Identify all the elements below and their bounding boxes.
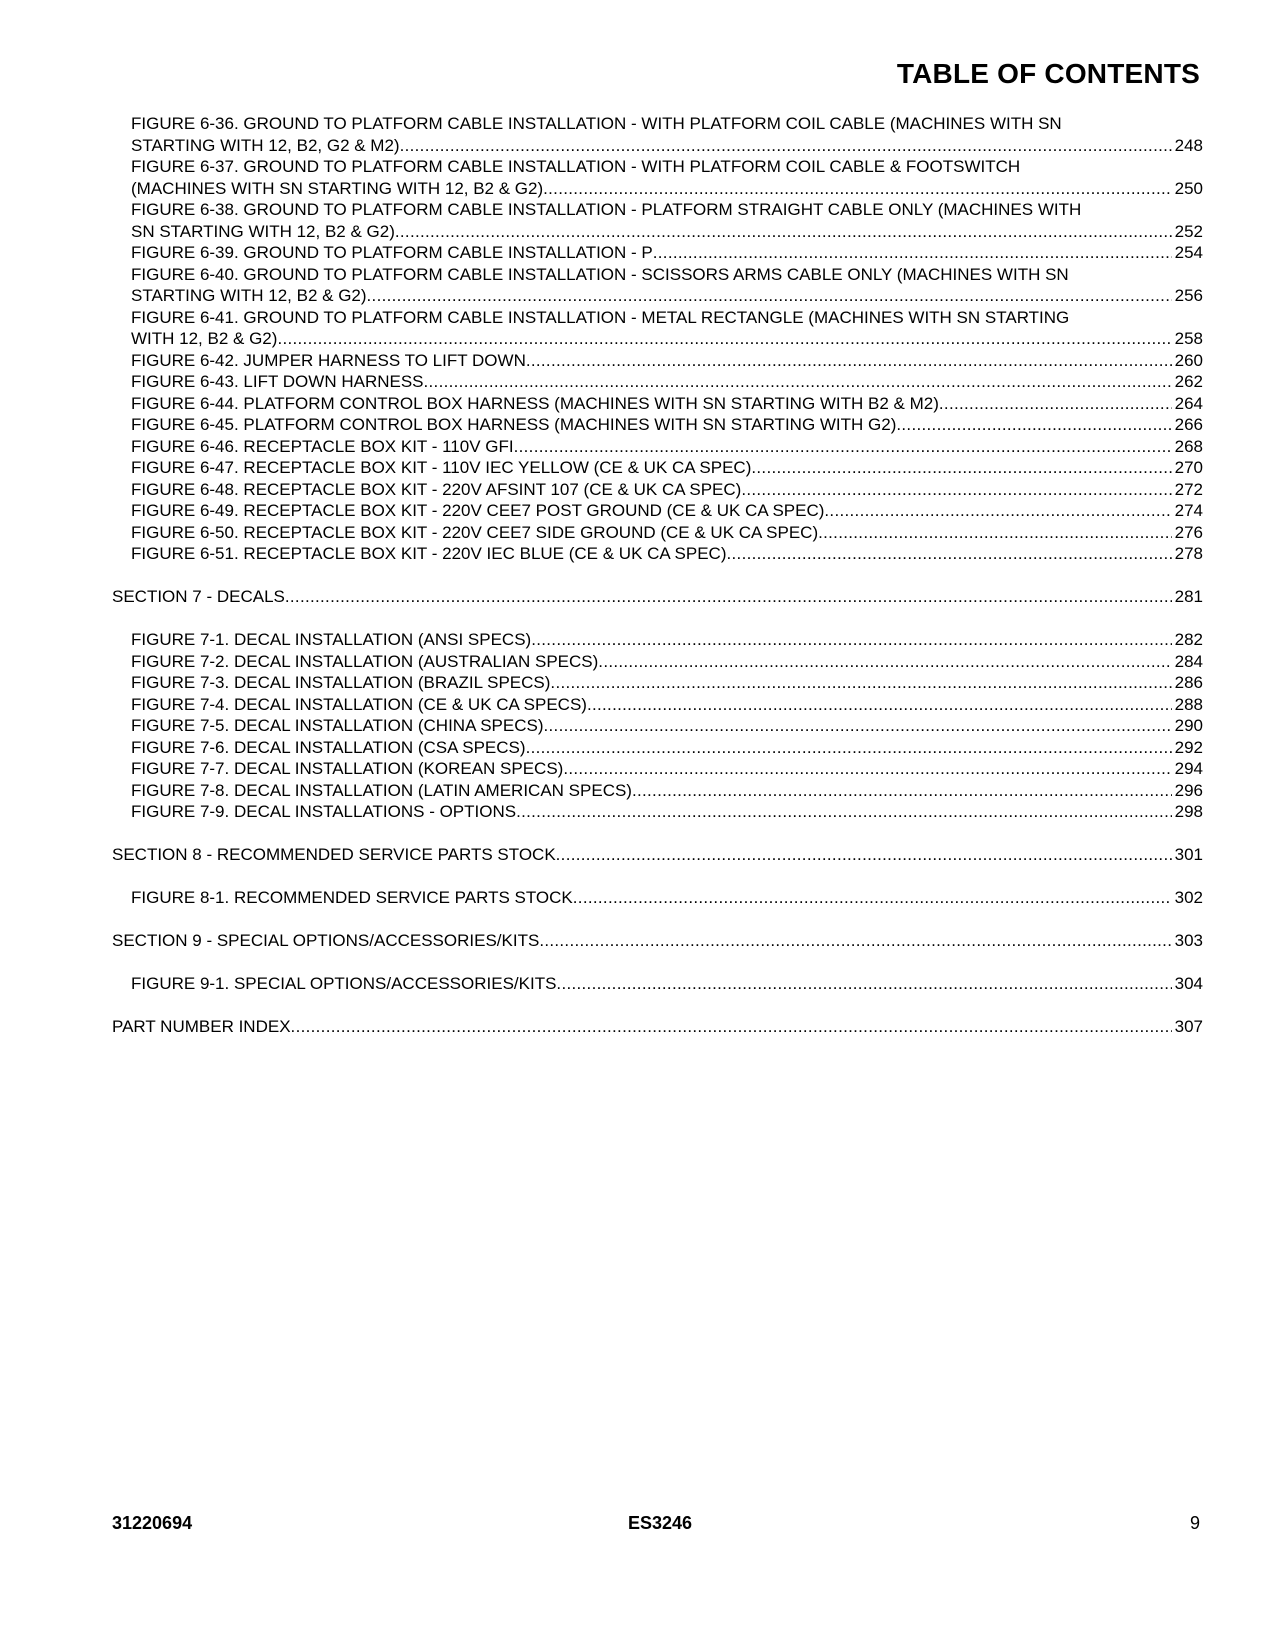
toc-entry-figure-9-1[interactable] (112, 973, 1203, 995)
toc-entry-text: FIGURE 6-49. RECEPTACLE BOX KIT - 220V CEE7 POST GROUND (CE & UK CA SPEC) (131, 501, 825, 520)
toc-entry-text: (MACHINES WITH SN STARTING WITH 12, B2 & G2) (131, 178, 544, 198)
toc-page-number: 301 (1174, 845, 1203, 864)
toc-entry-text-line1: FIGURE 6-36. GROUND TO PLATFORM CABLE INSTALLATION - WITH PLATFORM COIL CABLE (MACHINES WITH SN (131, 114, 1062, 133)
toc-page-number: 254 (1174, 243, 1203, 262)
dot-leader (400, 135, 1172, 157)
footer-page-number: 9 (1189, 1513, 1200, 1533)
toc-entry-section-7[interactable] (112, 586, 1203, 608)
toc-page-number: 274 (1174, 501, 1203, 520)
dot-leader (556, 973, 1171, 995)
toc-page-number: 258 (1174, 329, 1203, 348)
toc-entry-text: FIGURE 7-6. DECAL INSTALLATION (CSA SPECS) (131, 737, 526, 757)
dot-leader (556, 844, 1172, 866)
toc-entry-text: FIGURE 7-9. DECAL INSTALLATIONS - OPTIONS (131, 802, 517, 821)
dot-leader (514, 436, 1172, 458)
toc-entry-text: FIGURE 7-1. DECAL INSTALLATION (ANSI SPECS) (131, 630, 532, 649)
toc-entry-figure-6-43[interactable] (112, 371, 1203, 393)
toc-page-number: 272 (1174, 479, 1203, 499)
toc-entry-text: FIGURE 6-42. JUMPER HARNESS TO LIFT DOWN (131, 350, 526, 370)
toc-section-text: PART NUMBER INDEX (112, 1017, 291, 1036)
dot-leader (285, 586, 1172, 608)
toc-entry-figure-6-38[interactable] (112, 199, 1203, 242)
toc-page-number: 288 (1174, 694, 1203, 714)
toc-entry-text: FIGURE 7-5. DECAL INSTALLATION (CHINA SPECS) (131, 716, 544, 735)
dot-leader (598, 651, 1171, 673)
toc-entry-text-line1: FIGURE 6-38. GROUND TO PLATFORM CABLE INSTALLATION - PLATFORM STRAIGHT CABLE ONLY (MACHINES WITH (131, 200, 1082, 219)
dot-leader (539, 930, 1171, 952)
toc-entry-text: STARTING WITH 12, B2, G2 & M2) (131, 135, 400, 155)
toc-entry-text: FIGURE 7-2. DECAL INSTALLATION (AUSTRALIAN SPECS) (131, 651, 599, 671)
toc-entry-text: FIGURE 6-44. PLATFORM CONTROL BOX HARNESS (MACHINES WITH SN STARTING WITH B2 & M2) (131, 393, 939, 413)
toc-page-number: 266 (1174, 415, 1203, 434)
toc-entry-text: FIGURE 6-46. RECEPTACLE BOX KIT - 110V GFI (131, 436, 514, 456)
toc-page-number: 284 (1174, 651, 1203, 671)
toc-entry-text: FIGURE 7-4. DECAL INSTALLATION (CE & UK CA SPECS) (131, 694, 587, 714)
toc-entry-text: FIGURE 9-1. SPECIAL OPTIONS/ACCESSORIES/KITS (131, 974, 557, 993)
toc-entry-figure-6-39[interactable] (112, 242, 1203, 264)
dot-leader (550, 672, 1171, 694)
toc-entry-figure-7-3[interactable] (112, 672, 1203, 694)
toc-entry-text: FIGURE 6-48. RECEPTACLE BOX KIT - 220V AFSINT 107 (CE & UK CA SPEC) (131, 479, 742, 499)
toc-entry-text: FIGURE 7-7. DECAL INSTALLATION (KOREAN SPECS) (131, 759, 564, 778)
toc-entry-figure-8-1[interactable] (112, 887, 1203, 909)
toc-entry-text: FIGURE 6-47. RECEPTACLE BOX KIT - 110V IEC YELLOW (CE & UK CA SPEC) (131, 458, 752, 477)
toc-entry-figure-6-36[interactable] (112, 113, 1203, 156)
page-title: TABLE OF CONTENTS (896, 58, 1200, 89)
toc-page-number: 296 (1174, 780, 1203, 800)
toc-page-number: 270 (1174, 458, 1203, 477)
dot-leader (277, 328, 1171, 350)
toc-page-number: 250 (1174, 178, 1203, 198)
toc-page-number: 256 (1174, 286, 1203, 305)
toc-page-number: 290 (1174, 716, 1203, 735)
toc-entry-figure-6-42[interactable] (112, 350, 1203, 372)
dot-leader (395, 221, 1172, 243)
toc-page-number: 292 (1174, 737, 1203, 757)
toc-entry-text-line1: FIGURE 6-40. GROUND TO PLATFORM CABLE INSTALLATION - SCISSORS ARMS CABLE ONLY (MACHINES WITH SN (131, 264, 1069, 284)
dot-leader (424, 371, 1172, 393)
toc-entry-figure-6-40[interactable] (112, 264, 1203, 307)
toc-entry-section-8[interactable] (112, 844, 1203, 866)
dot-leader (543, 178, 1171, 200)
toc-entry-part-number-index[interactable] (112, 1016, 1203, 1038)
toc-entry-text: STARTING WITH 12, B2 & G2) (131, 286, 367, 305)
toc-entry-text-line1: FIGURE 6-37. GROUND TO PLATFORM CABLE INSTALLATION - WITH PLATFORM COIL CABLE & FOOTSWITCH (131, 157, 1021, 176)
toc-page-number: 252 (1174, 221, 1203, 241)
toc-page-number: 276 (1174, 522, 1203, 542)
dot-leader (632, 780, 1172, 802)
toc-entry-section-9[interactable] (112, 930, 1203, 952)
dot-leader (526, 350, 1172, 372)
toc-entry-figure-6-48[interactable] (112, 479, 1203, 501)
toc-entry-text: FIGURE 6-51. RECEPTACLE BOX KIT - 220V IEC BLUE (CE & UK CA SPEC) (131, 544, 727, 563)
dot-leader (751, 457, 1171, 479)
footer-document-number: 31220694 (112, 1513, 193, 1533)
toc-page-number: 282 (1174, 630, 1203, 649)
toc-entry-text: FIGURE 6-39. GROUND TO PLATFORM CABLE INSTALLATION - P (131, 243, 653, 262)
toc-entry-text: FIGURE 6-45. PLATFORM CONTROL BOX HARNESS (MACHINES WITH SN STARTING WITH G2) (131, 415, 897, 434)
toc-page-number: 298 (1174, 802, 1203, 821)
toc-entry-figure-6-50[interactable] (112, 522, 1203, 544)
toc-page-number: 281 (1174, 587, 1203, 606)
toc-page-number: 268 (1174, 436, 1203, 456)
toc-section-text: SECTION 7 - DECALS (112, 587, 285, 606)
table-of-contents (112, 113, 1203, 1038)
dot-leader (544, 715, 1172, 737)
toc-page-number: 294 (1174, 759, 1203, 778)
toc-entry-figure-7-8[interactable] (112, 780, 1203, 802)
dot-leader (526, 737, 1172, 759)
toc-entry-figure-7-1[interactable] (112, 629, 1203, 651)
toc-entry-text: WITH 12, B2 & G2) (131, 329, 278, 348)
toc-page-number: 264 (1174, 393, 1203, 413)
toc-entry-figure-6-47[interactable] (112, 457, 1203, 479)
toc-page-number: 278 (1174, 544, 1203, 563)
dot-leader (896, 414, 1171, 436)
dot-leader (531, 629, 1171, 651)
dot-leader (824, 500, 1171, 522)
dot-leader (727, 543, 1172, 565)
toc-page-number: 286 (1174, 673, 1203, 692)
dot-leader (587, 694, 1172, 716)
toc-entry-figure-6-49[interactable] (112, 500, 1203, 522)
toc-page-number: 304 (1174, 974, 1203, 993)
toc-entry-figure-6-37[interactable] (112, 156, 1203, 199)
toc-entry-figure-6-46[interactable] (112, 436, 1203, 458)
toc-entry-figure-7-4[interactable] (112, 694, 1203, 716)
toc-entry-text: FIGURE 7-3. DECAL INSTALLATION (BRAZIL SPECS) (131, 673, 551, 692)
toc-entry-text-line1: FIGURE 6-41. GROUND TO PLATFORM CABLE INSTALLATION - METAL RECTANGLE (MACHINES WITH SN STARTING (131, 307, 1070, 327)
toc-entry-figure-6-45[interactable] (112, 414, 1203, 436)
toc-entry-text: FIGURE 7-8. DECAL INSTALLATION (LATIN AMERICAN SPECS) (131, 780, 632, 800)
toc-entry-figure-7-9[interactable] (112, 801, 1203, 823)
toc-entry-figure-6-51[interactable] (112, 543, 1203, 565)
dot-leader (573, 887, 1172, 909)
dot-leader (516, 801, 1172, 823)
toc-section-text: SECTION 8 - RECOMMENDED SERVICE PARTS STOCK (112, 845, 556, 864)
toc-section-text: SECTION 9 - SPECIAL OPTIONS/ACCESSORIES/KITS (112, 931, 540, 950)
toc-entry-figure-6-44[interactable] (112, 393, 1203, 415)
dot-leader (653, 242, 1172, 264)
toc-entry-figure-7-2[interactable] (112, 651, 1203, 673)
dot-leader (291, 1016, 1172, 1038)
toc-page-number: 307 (1174, 1017, 1203, 1036)
toc-entry-figure-7-5[interactable] (112, 715, 1203, 737)
toc-page-number: 303 (1174, 931, 1203, 950)
toc-entry-figure-7-7[interactable] (112, 758, 1203, 780)
toc-entry-figure-6-41[interactable] (112, 307, 1203, 350)
dot-leader (563, 758, 1171, 780)
toc-entry-text: FIGURE 6-43. LIFT DOWN HARNESS (131, 372, 424, 391)
toc-page-number: 248 (1174, 135, 1203, 155)
toc-entry-figure-7-6[interactable] (112, 737, 1203, 759)
toc-entry-text: SN STARTING WITH 12, B2 & G2) (131, 221, 395, 241)
dot-leader (367, 285, 1172, 307)
dot-leader (741, 479, 1171, 501)
dot-leader (939, 393, 1172, 415)
toc-page-number: 262 (1174, 372, 1203, 391)
dot-leader (818, 522, 1172, 544)
footer-model-name: ES3246 (628, 1513, 693, 1533)
toc-page-number: 302 (1174, 888, 1203, 907)
toc-entry-text: FIGURE 6-50. RECEPTACLE BOX KIT - 220V CEE7 SIDE GROUND (CE & UK CA SPEC) (131, 522, 819, 542)
toc-page-number: 260 (1174, 350, 1203, 370)
toc-entry-text: FIGURE 8-1. RECOMMENDED SERVICE PARTS STOCK (131, 888, 573, 907)
